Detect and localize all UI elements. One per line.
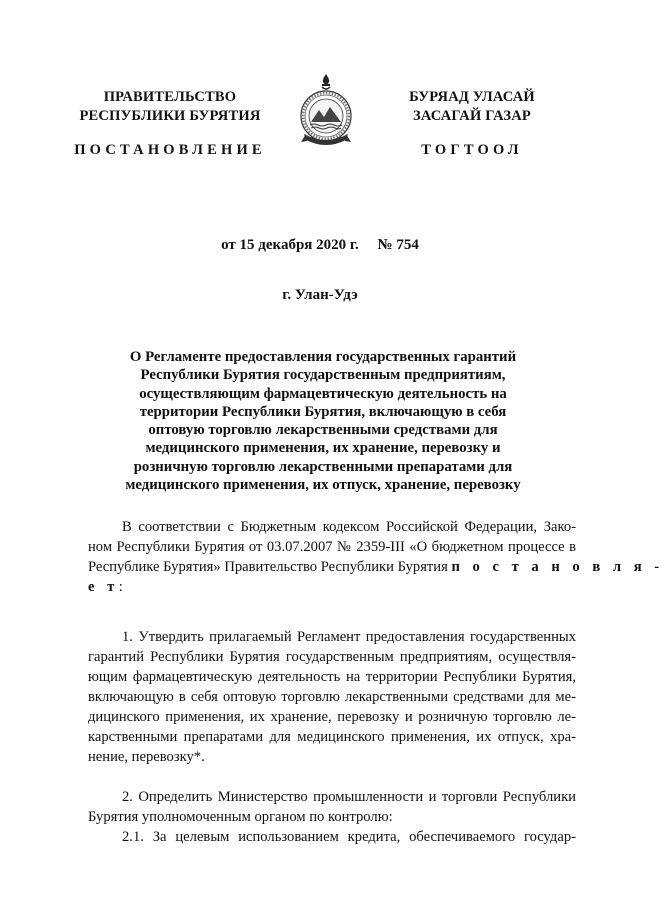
city: г. Улан-Удэ <box>282 287 358 303</box>
resolves-word-part-1: п о с т а н о в л я - <box>451 559 664 575</box>
title-line: медицинского применения, их хранение, перевозку и <box>145 440 501 457</box>
preamble-paragraph <box>88 517 664 597</box>
preamble-line <box>88 557 664 577</box>
header-left-line-1: ПРАВИТЕЛЬСТВО <box>103 89 237 105</box>
title-line: О Регламенте предоставления государственных гарантий <box>129 349 517 365</box>
coat-of-arms-icon <box>298 72 354 150</box>
title-line: Республики Бурятия государственным предприятиям, <box>140 367 506 384</box>
decree-label-bua: ТОГТООЛ <box>421 142 523 158</box>
header-left-line-2: РЕСПУБЛИКИ БУРЯТИЯ <box>79 108 261 124</box>
item-1-line: карственными препаратами для медицинского применения, их отпуск, хра- <box>88 729 576 745</box>
item-1-paragraph <box>88 627 576 767</box>
item-2-1-line: 2.1. За целевым использованием кредита, обеспечиваемого государ- <box>122 829 576 845</box>
resolves-word-part-2: е т <box>88 579 119 595</box>
item-2-paragraph <box>88 787 576 847</box>
preamble-text: Республике Бурятия» Правительство Республики Бурятия <box>88 559 448 575</box>
preamble-line: В соответствии с Бюджетным кодексом Российской Федерации, Зако- <box>122 519 576 535</box>
title-line: оптовую торговлю лекарственными средствами для <box>148 422 498 439</box>
header-right-line-1: БУРЯАД УЛАСАЙ <box>409 89 535 105</box>
item-1-line: нение, перевозку*. <box>88 749 205 765</box>
preamble-line <box>88 577 576 597</box>
title-line: медицинского применения, их отпуск, хранение, перевозку <box>125 477 521 494</box>
item-1-line: ющим фармацевтическую деятельность на территории Республики Бурятия, <box>88 669 576 685</box>
item-2-line: 2. Определить Министерство промышленности и торговли Республики <box>122 789 576 805</box>
header-right-line-2: ЗАСАГАЙ ГАЗАР <box>413 108 531 124</box>
header-right <box>372 88 572 126</box>
item-2-line: Бурятия уполномоченным органом по контролю: <box>88 809 393 825</box>
document-title <box>90 348 556 494</box>
preamble-line: ном Республики Бурятия от 03.07.2007 № 2359-III «О бюджетном процессе в <box>88 539 576 555</box>
title-line: розничную торговлю лекарственными препаратами для <box>133 458 513 475</box>
decree-label-ru: ПОСТАНОВЛЕНИЕ <box>74 142 266 158</box>
item-1-line: включающую в себя оптовую торговлю лекарственными средствами для ме- <box>88 689 576 705</box>
title-line: осуществляющим фармацевтическую деятельность на <box>139 385 507 402</box>
item-1-line: дицинского применения, их хранение, перевозку и розничную торговлю ле- <box>88 709 576 725</box>
title-line: территории Республики Бурятия, включающую в себя <box>139 403 507 420</box>
item-1-line: гарантий Республики Бурятия государственным предприятиям, осуществля- <box>88 649 576 665</box>
header-left <box>70 88 270 126</box>
preamble-colon: : <box>118 579 123 595</box>
date-and-number: от 15 декабря 2020 г. № 754 <box>221 237 419 253</box>
item-1-line: 1. Утвердить прилагаемый Регламент предоставления государственных <box>122 629 576 645</box>
